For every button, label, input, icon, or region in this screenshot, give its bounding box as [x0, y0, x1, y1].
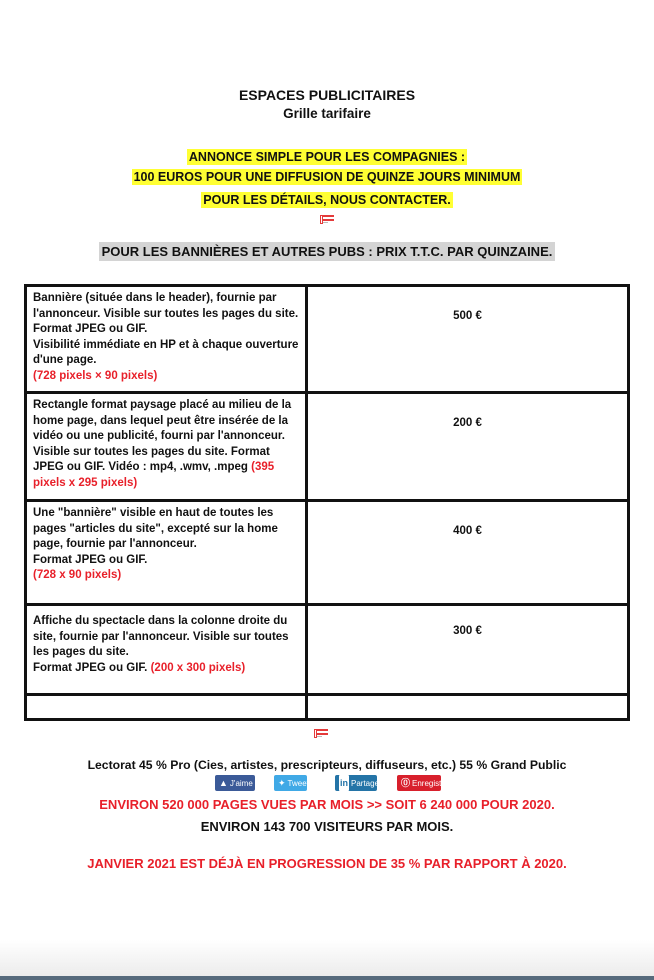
page-title: ESPACES PUBLICITAIRES [238, 87, 416, 103]
thumbs-up-icon: ▲ [219, 778, 228, 788]
description-text: Bannière (située dans le header), fournie par l'annonceur. Visible sur toutes les pages du site. Format JPEG ou GIF. [33, 292, 299, 336]
announcement-line-3 [0, 193, 654, 207]
page-bottom-shadow [0, 940, 654, 976]
ad-description [26, 393, 307, 501]
page-subtitle: Grille tarifaire [283, 106, 371, 121]
linkedin-icon: in [339, 775, 349, 791]
dimensions-text: (728 x 90 pixels) [33, 569, 122, 582]
pricing-table [24, 284, 630, 721]
site-logo-icon [320, 215, 334, 224]
tweet-label: Tweet [287, 779, 309, 788]
announcement-line-1 [0, 150, 654, 164]
visitors-stat: ENVIRON 143 700 VISITEURS PAR MOIS. [200, 819, 454, 834]
ad-description [26, 695, 307, 720]
pricing-header [0, 244, 654, 259]
table-row-empty [26, 695, 629, 720]
readership-text: Lectorat 45 % Pro (Cies, artistes, prescripteurs, diffuseurs, etc.) 55 % Grand Public [87, 758, 567, 772]
dimensions-text: (200 x 300 pixels) [150, 661, 246, 674]
description-text: Rectangle format paysage placé au milieu de la home page, dans lequel peut être insérée de la vidéo ou une publicité, fourni par l'annonceur. Visible sur toutes les pages du site. Format JPEG ou GIF. Vidéo : mp4, .wmv, .mpeg [33, 399, 292, 474]
ad-price [307, 695, 629, 720]
description-text-2: Visibilité immédiate en HP et à chaque ouverture d'une page. [33, 338, 299, 367]
save-label: Enregistrer [412, 779, 452, 788]
ad-price: 500 € [307, 286, 629, 393]
linkedin-share-button[interactable] [335, 775, 382, 791]
pinterest-save-button[interactable] [397, 775, 452, 791]
table-row [26, 605, 629, 695]
description-text-2: Format JPEG ou GIF. [33, 553, 148, 566]
twitter-bird-icon: ✦ [278, 778, 286, 788]
table-row [26, 393, 629, 501]
twitter-tweet-button[interactable] [274, 775, 307, 791]
table-row [26, 286, 629, 393]
description-text: Affiche du spectacle dans la colonne droite du site, fournie par l'annonceur. Visible sur toutes les pages du site. [33, 615, 289, 659]
announcement-text-2: 100 EUROS POUR UNE DIFFUSION DE QUINZE JOURS MINIMUM [133, 170, 521, 184]
description-text-2: Format JPEG ou GIF. [33, 661, 148, 674]
pricing-header-text: POUR LES BANNIÈRES ET AUTRES PUBS : PRIX T.T.C. PAR QUINZAINE. [99, 242, 556, 261]
ad-description [26, 286, 307, 393]
site-logo-icon [314, 729, 328, 738]
dimensions-text: (728 pixels × 90 pixels) [33, 369, 158, 382]
share-label: Partager [351, 779, 382, 788]
dimensions-text: (395 pixels x 295 pixels) [33, 461, 275, 489]
page-views-stat: ENVIRON 520 000 PAGES VUES PAR MOIS >> SOIT 6 240 000 POUR 2020. [99, 797, 555, 812]
ad-price: 400 € [307, 501, 629, 605]
facebook-like-button[interactable] [215, 775, 255, 791]
ad-description [26, 501, 307, 605]
description-text: Une "bannière" visible en haut de toutes les pages "articles du site", excepté sur la home page, fournie par l'annonceur. [33, 507, 278, 551]
pinterest-icon: ⓪ [401, 778, 411, 788]
ad-price: 300 € [307, 605, 629, 695]
announcement-text-1: ANNONCE SIMPLE POUR LES COMPAGNIES : [188, 150, 466, 164]
window-bottom-bar [0, 976, 654, 980]
announcement-text-3: POUR LES DÉTAILS, NOUS CONTACTER. [203, 193, 451, 207]
like-label: J'aime [229, 779, 253, 788]
ad-price: 200 € [307, 393, 629, 501]
growth-stat: JANVIER 2021 EST DÉJÀ EN PROGRESSION DE 35 % PAR RAPPORT À 2020. [87, 856, 567, 871]
social-buttons [0, 775, 654, 792]
table-row [26, 501, 629, 605]
announcement-line-2 [0, 170, 654, 184]
ad-description [26, 605, 307, 695]
